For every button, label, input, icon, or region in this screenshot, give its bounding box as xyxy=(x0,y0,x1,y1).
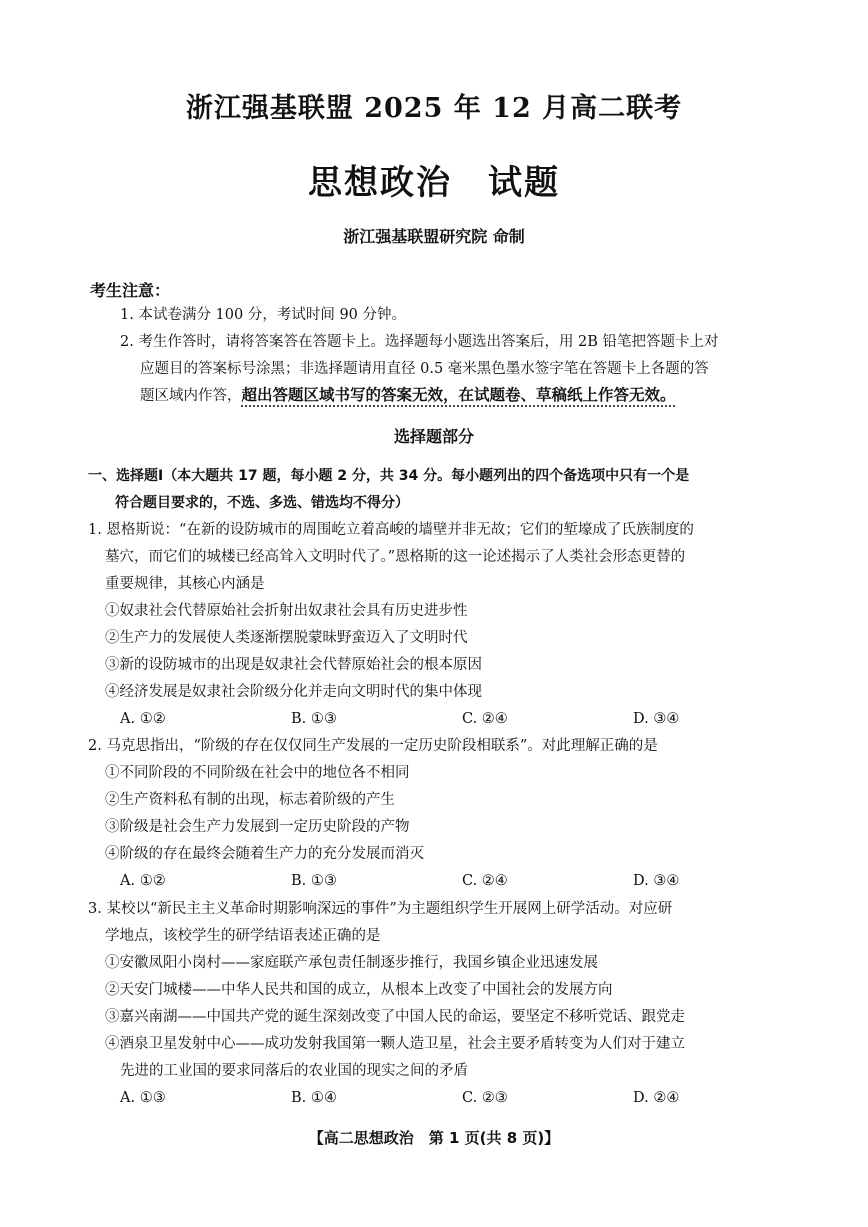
q1-statement-3: ③新的设防城市的出现是奴隶社会代替原始社会的根本原因 xyxy=(105,657,482,673)
part1-heading-line-2: 符合题目要求的，不选、多选、错选均不得分） xyxy=(115,495,409,511)
q2-stem-line-1: 2. 马克思指出，“阶级的存在仅仅同生产发展的一定历史阶段相联系”。对此理解正确的是 xyxy=(88,738,658,754)
section-title: 选择题部分 xyxy=(393,427,474,446)
q2-statement-3: ③阶级是社会生产力发展到一定历史阶段的产物 xyxy=(105,819,410,835)
q3-statement-3: ③嘉兴南湖——中国共产党的诞生深刻改变了中国人民的命运，要坚定不移听党话、跟党走 xyxy=(105,1009,685,1025)
subject-title: 思想政治 试题 xyxy=(308,163,560,203)
notice-item-2-line-2: 应题目的答案标号涂黑；非选择题请用直径 0.5 毫米黑色墨水签字笔在答题卡上各题的答 xyxy=(140,361,709,377)
q3-option-a: A. ①③ xyxy=(120,1090,166,1106)
q3-stem-line-2: 学地点，该校学生的研学结语表述正确的是 xyxy=(105,928,381,944)
q2-statement-1: ①不同阶段的不同阶级在社会中的地位各不相同 xyxy=(105,765,410,781)
part1-heading-line-1: 一、选择题Ⅰ（本大题共 17 题，每小题 2 分，共 34 分。每小题列出的四个备选项中只有一个是 xyxy=(88,468,690,484)
q3-option-b: B. ①④ xyxy=(291,1090,337,1106)
notice-item-2-plain: 题区域内作答， xyxy=(140,388,242,404)
q2-statement-4: ④阶级的存在最终会随着生产力的充分发展而消灭 xyxy=(105,846,424,862)
q1-stem-line-2: 墓穴，而它们的城楼已经高耸入文明时代了。”恩格斯的这一论述揭示了人类社会形态更替的 xyxy=(105,549,686,565)
notice-item-1: 1. 本试卷满分 100 分，考试时间 90 分钟。 xyxy=(120,307,407,323)
q3-statement-2: ②天安门城楼——中华人民共和国的成立，从根本上改变了中国社会的发展方向 xyxy=(105,982,613,998)
q1-statement-2: ②生产力的发展使人类逐渐摆脱蒙昧野蛮迈入了文明时代 xyxy=(105,630,468,646)
q1-option-d: D. ③④ xyxy=(633,711,680,727)
page-footer: 【高二思想政治 第 1 页(共 8 页)】 xyxy=(308,1129,560,1147)
q2-option-b: B. ①③ xyxy=(291,873,337,889)
q2-option-c: C. ②④ xyxy=(462,873,508,889)
q2-option-d: D. ③④ xyxy=(633,873,680,889)
q3-statement-1: ①安徽凤阳小岗村——家庭联产承包责任制逐步推行，我国乡镇企业迅速发展 xyxy=(105,955,598,971)
notice-item-2-emphasis: 超出答题区域书写的答案无效，在试题卷、草稿纸上作答无效。 xyxy=(241,386,676,404)
q2-statement-2: ②生产资料私有制的出现，标志着阶级的产生 xyxy=(105,792,395,808)
q1-stem-line-1: 1. 恩格斯说：“在新的设防城市的周围屹立着高峻的墙壁并非无故；它们的堑壕成了氏族制度的 xyxy=(88,522,694,538)
q1-option-a: A. ①② xyxy=(120,711,166,727)
publisher: 浙江强基联盟研究院 命制 xyxy=(343,227,525,246)
q1-stem-line-3: 重要规律，其核心内涵是 xyxy=(105,576,265,592)
q1-option-b: B. ①③ xyxy=(291,711,337,727)
q3-statement-4-line-2: 先进的工业国的要求同落后的农业国的现实之间的矛盾 xyxy=(120,1063,468,1079)
q2-option-a: A. ①② xyxy=(120,873,166,889)
q3-statement-4-line-1: ④酒泉卫星发射中心——成功发射我国第一颗人造卫星，社会主要矛盾转变为人们对于建立 xyxy=(105,1036,685,1052)
q1-option-c: C. ②④ xyxy=(462,711,508,727)
q1-statement-1: ①奴隶社会代替原始社会折射出奴隶社会具有历史进步性 xyxy=(105,603,468,619)
notice-title: 考生注意： xyxy=(90,281,171,300)
q3-option-d: D. ②④ xyxy=(633,1090,680,1106)
q3-stem-line-1: 3. 某校以“新民主主义革命时期影响深远的事件”为主题组织学生开展网上研学活动。对应研 xyxy=(88,901,673,917)
q3-option-c: C. ②③ xyxy=(462,1090,508,1106)
exam-title: 浙江强基联盟 2025 年 12 月高二联考 xyxy=(185,93,683,124)
notice-item-2-line-1: 2. 考生作答时，请将答案答在答题卡上。选择题每小题选出答案后，用 2B 铅笔把答题卡上对 xyxy=(120,334,719,350)
notice-item-2-line-3 xyxy=(140,385,676,406)
q1-statement-4: ④经济发展是奴隶社会阶级分化并走向文明时代的集中体现 xyxy=(105,684,482,700)
